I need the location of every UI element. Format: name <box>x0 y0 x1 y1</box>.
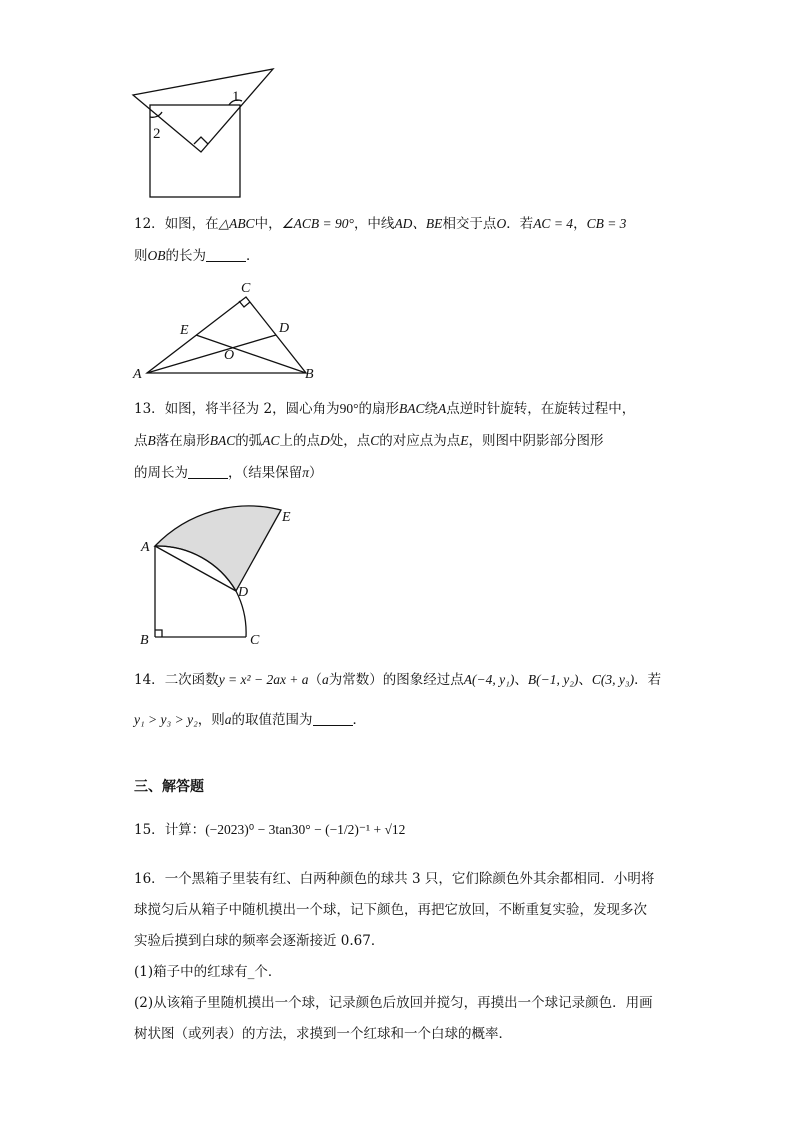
text: 如图，在 <box>164 216 219 232</box>
text: 绕 <box>424 401 438 417</box>
text: 的弧 <box>235 433 263 449</box>
median-lines: AD、BE <box>394 216 443 231</box>
text: 的对应点为点 <box>379 433 461 449</box>
math-expression: (−2023)⁰ − 3tan30° − (−1/2)⁻¹ + √12 <box>205 822 406 837</box>
question-14 <box>134 660 664 740</box>
angle-acb: ∠ACB = 90° <box>281 216 354 231</box>
text: 计算： <box>164 822 206 838</box>
variable-a: a <box>224 712 232 727</box>
label-b: B <box>140 633 149 648</box>
text: ， <box>573 216 587 232</box>
question-number: 14． <box>134 672 165 688</box>
text: 为常数）的图象经过点 <box>328 672 464 688</box>
text: ，中线 <box>353 216 395 232</box>
text: 点 <box>134 433 148 449</box>
text: 点逆时针旋转，在旋转过程中， <box>446 401 636 417</box>
text: 、 <box>578 672 592 688</box>
question-number: 15． <box>134 822 165 838</box>
triangle-abc: △ABC <box>218 216 255 231</box>
text: ，则 <box>197 712 225 728</box>
point-b: B <box>147 433 156 448</box>
point-b: B(−1, y₂) <box>527 672 579 687</box>
sub-question-1: (1)箱子中的红球有_个． <box>134 964 282 980</box>
point-c: C(3, y₃) <box>591 672 635 687</box>
label-b: B <box>305 367 314 382</box>
text: （ <box>308 672 323 688</box>
text: ，则图中阴影部分图形 <box>468 433 604 449</box>
point-c: C <box>370 433 380 448</box>
quadratic-function: y = x² − 2ax + a <box>218 672 309 687</box>
question-16 <box>134 864 674 1050</box>
arc-ac: AC <box>262 433 280 448</box>
text: ） <box>309 465 323 481</box>
angle-2-label: 2 <box>153 126 161 142</box>
label-a: A <box>141 540 150 555</box>
ac-value: AC = 4 <box>533 216 574 231</box>
text: 二次函数 <box>164 672 219 688</box>
text: 一个黑箱子里装有红、白两种颜色的球共 3 只，它们除颜色外其余都相同．小明将 <box>164 871 655 887</box>
sub-question-2-cont: 树状图（或列表）的方法，求摸到一个红球和一个白球的概率． <box>134 1026 512 1042</box>
text: 则 <box>134 248 148 264</box>
question-number: 12． <box>134 216 165 232</box>
text: 的周长为 <box>134 465 188 481</box>
text: 球搅匀后从箱子中随机摸出一个球，记下颜色，再把它放回，不断重复实验，发现多次 <box>134 902 647 918</box>
text: 的扇形 <box>358 401 399 417</box>
text: 的取值范围为 <box>231 712 313 728</box>
label-c: C <box>241 281 251 296</box>
label-d: D <box>238 585 249 600</box>
answer-blank <box>313 711 353 726</box>
text: 处，点 <box>329 433 371 449</box>
label-e: E <box>282 510 291 525</box>
text: 中， <box>254 216 282 232</box>
text: 、 <box>514 672 528 688</box>
label-e: E <box>180 323 189 338</box>
inequality: y₁ > y₃ > y₂ <box>134 712 198 727</box>
question-15 <box>134 814 664 846</box>
question-number: 13． <box>134 401 165 417</box>
text: ． <box>246 248 260 264</box>
point-a: A <box>437 401 447 416</box>
sector-bac: BAC <box>398 401 425 416</box>
text: 相交于点 <box>442 216 497 232</box>
text: ． <box>352 712 367 728</box>
shaded-region <box>155 506 281 591</box>
point-e: E <box>460 433 469 448</box>
label-c: C <box>250 633 260 648</box>
text: 的长为 <box>165 248 206 264</box>
point-o: O <box>496 216 507 231</box>
text: ，（结果保留 <box>228 465 303 481</box>
point-a: A(−4, y₁) <box>463 672 515 687</box>
variable-a: a <box>322 672 329 687</box>
segment-ob: OB <box>147 248 166 263</box>
cb-value: CB = 3 <box>586 216 627 231</box>
text: 实验后摸到白球的频率会逐渐接近 0.67． <box>134 933 385 949</box>
label-d: D <box>279 321 290 336</box>
text: ．若 <box>506 216 534 232</box>
text: 如图，将半径为 2，圆心角为 <box>164 401 340 417</box>
point-d: D <box>320 433 330 448</box>
question-number: 16． <box>134 871 165 887</box>
sector-bac: BAC <box>209 433 236 448</box>
sub-question-2: (2)从该箱子里随机摸出一个球，记录颜色后放回并搅匀，再摸出一个球记录颜色．用画 <box>134 995 653 1011</box>
text: 上的点 <box>279 433 321 449</box>
label-a: A <box>133 367 142 382</box>
text: ．若 <box>634 672 662 688</box>
text: 落在扇形 <box>155 433 210 449</box>
angle-1-label: 1 <box>232 89 240 105</box>
right-angle-mark <box>155 630 162 637</box>
label-o: O <box>224 348 235 363</box>
pi-symbol: π <box>302 465 310 480</box>
angle-value: 90° <box>339 401 359 416</box>
section-heading: 三、解答题 <box>134 779 204 795</box>
